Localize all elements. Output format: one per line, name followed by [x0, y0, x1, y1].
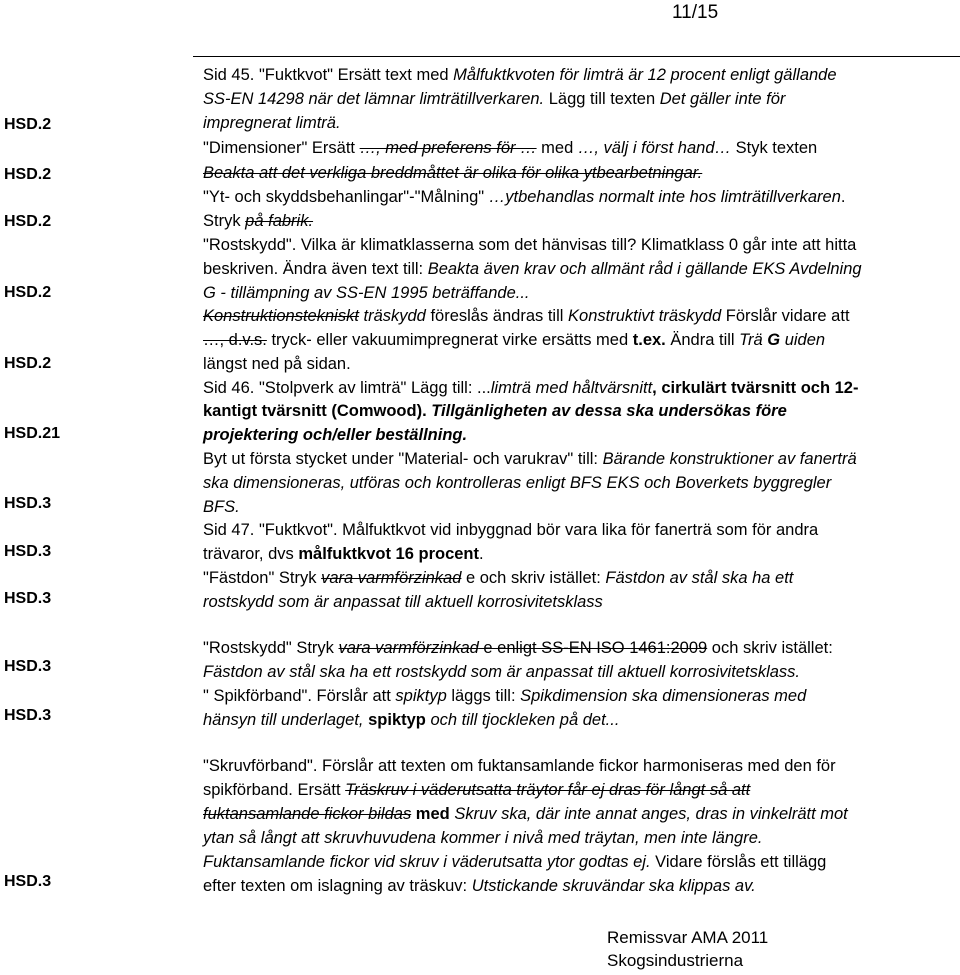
struck-text: Konstruktionstekniskt [203, 307, 359, 325]
text-line [203, 164, 702, 183]
text-run: och till tjockleken på det... [425, 711, 620, 729]
text-line [203, 90, 785, 109]
text-line [203, 260, 862, 279]
text-run: BFS. [203, 498, 240, 516]
text-run: Spikdimension ska dimensioneras med [520, 687, 807, 705]
text-run: Förslår vidare att [721, 307, 850, 325]
text-run: SS-EN 14298 när det lämnar limträtillverkaren. [203, 90, 545, 108]
text-line [203, 379, 858, 398]
text-line [203, 66, 837, 85]
text-line [203, 331, 825, 350]
text-line [203, 663, 800, 682]
text-run: spikförband. Ersätt [203, 781, 346, 799]
text-run: "Dimensioner" Ersätt [203, 139, 360, 157]
reference-label: HSD.2 [4, 355, 52, 372]
footer-line-1: Remissvar AMA 2011 [607, 928, 769, 947]
text-line [203, 593, 603, 612]
text-run: Målfuktkvoten för limträ är 12 procent enligt gällande [453, 66, 837, 84]
text-run: rostskydd som är anpassat till aktuell korrosivitetsklass [203, 593, 603, 611]
text-run: Skruv ska, där inte annat anges, dras in vinkelrätt mot [454, 805, 848, 823]
text-run: Konstruktivt träskydd [568, 307, 722, 325]
text-run: hänsyn till underlaget, [203, 711, 369, 729]
text-run: …, välj i först hand… [577, 139, 732, 157]
text-run: . [479, 545, 484, 563]
struck-text: vara varmförzinkad [321, 569, 462, 587]
text-line [203, 805, 848, 824]
text-line [203, 639, 833, 658]
text-run: målfuktkvot 16 procent [298, 545, 480, 563]
text-run: kantigt tvärsnitt (Comwood). [203, 402, 432, 420]
text-run: Styk texten [731, 139, 818, 157]
text-run: limträ med håltvärsnitt [490, 379, 653, 397]
text-run: Vidare förslås ett tillägg [650, 853, 827, 871]
text-run: läggs till: [446, 687, 521, 705]
text-run: med [411, 805, 455, 823]
text-line [203, 402, 787, 421]
text-run: , cirkulärt tvärsnitt och 12- [652, 379, 859, 397]
text-line [203, 114, 341, 133]
text-run: Fästdon av stål ska ha ett [605, 569, 794, 587]
text-run: " Spikförband". Förslår att [203, 687, 396, 705]
struck-text: fuktansamlande fickor bildas [203, 805, 412, 823]
text-run: impregnerat limträ. [203, 114, 341, 132]
struck-text: på fabrik. [245, 212, 314, 230]
text-run: "Rostskydd". Vilka är klimatklasserna som det hänvisas till? Klimatklass 0 går inte att hitta [203, 236, 857, 254]
struck-text: e enligt SS-EN ISO 1461:2009 [478, 639, 708, 657]
text-run: G - tillämpning av SS-EN 1995 beträffande... [203, 284, 530, 302]
text-line [203, 236, 856, 255]
reference-label: HSD.3 [4, 707, 52, 724]
header-rule [193, 56, 960, 57]
text-line [203, 307, 850, 326]
text-line [203, 474, 831, 493]
text-run: t.ex. [632, 331, 666, 349]
text-run: Tillgänligheten av dessa ska undersökas före [431, 402, 787, 420]
text-run: Sid 45. "Fuktkvot" Ersätt text med [203, 66, 454, 84]
reference-label: HSD.3 [4, 873, 52, 890]
text-run: Beakta även krav och allmänt råd i gällande EKS Avdelning [427, 260, 862, 278]
text-run: ytan så långt att skruvhuvudena kommer i nivå med träytan, men inte längre. [203, 829, 763, 847]
text-run: och skriv istället: [707, 639, 833, 657]
text-run: Sid 46. "Stolpverk av limträ" Lägg till: ... [203, 379, 491, 397]
text-run: längst ned på sidan. [203, 355, 351, 373]
text-line [203, 687, 806, 706]
text-line [203, 284, 530, 303]
text-run: föreslås ändras till [425, 307, 569, 325]
struck-text: vara varmförzinkad [338, 639, 479, 657]
struck-text: Beakta att det verkliga breddmåttet är olika för olika ytbearbetningar. [203, 164, 703, 182]
text-line [203, 212, 313, 231]
text-line [203, 711, 619, 730]
text-run: . [840, 188, 846, 206]
text-run: Byt ut första stycket under "Material- och varukrav" till: [203, 450, 603, 468]
text-run: "Yt- och skyddsbehanlingar"-"Målning" [203, 188, 489, 206]
struck-text: Träskruv i väderutsatta träytor får ej dras för långt så att [345, 781, 751, 799]
text-run: Trä [739, 331, 763, 349]
text-line [203, 139, 817, 158]
text-line [203, 498, 240, 517]
text-run: träskydd [358, 307, 426, 325]
reference-label: HSD.2 [4, 116, 52, 133]
text-run: Fuktansamlande fickor vid skruv i väderutsatta ytor godtas ej. [203, 853, 651, 871]
reference-label: HSD.2 [4, 213, 52, 230]
footer-line-2: Skogsindustrierna [607, 951, 744, 970]
text-run: spiktyp [395, 687, 447, 705]
text-run: Bärande konstruktioner av fanerträ [602, 450, 857, 468]
text-line [203, 426, 467, 445]
text-line [203, 188, 846, 207]
reference-label: HSD.3 [4, 543, 52, 560]
struck-text: …, d.v.s. [203, 331, 267, 349]
reference-label: HSD.2 [4, 284, 52, 301]
text-line [203, 781, 750, 800]
text-run: projektering och/eller beställning. [203, 426, 468, 444]
text-run: Ändra till [665, 331, 740, 349]
struck-text: …, med preferens för … [359, 139, 537, 157]
text-line [203, 757, 836, 776]
text-run: Det gäller inte för [659, 90, 786, 108]
text-run: G [762, 331, 781, 349]
text-line [203, 877, 756, 896]
text-line [203, 545, 484, 564]
text-line [203, 853, 826, 872]
text-line [203, 569, 793, 588]
text-run: beskriven. Ändra även text till: [203, 260, 428, 278]
text-run: Utstickande skruvändar ska klippas av. [471, 877, 756, 895]
reference-label: HSD.21 [4, 425, 61, 442]
reference-label: HSD.3 [4, 658, 52, 675]
text-line [203, 521, 818, 540]
text-line [203, 450, 857, 469]
text-run: "Rostskydd" Stryk [203, 639, 339, 657]
text-run: "Fästdon" Stryk [203, 569, 322, 587]
text-run: uiden [780, 331, 826, 349]
text-line [203, 355, 351, 374]
text-run: ska dimensioneras, utföras och kontrolleras enligt BFS EKS och Boverkets byggregler [203, 474, 832, 492]
text-run: med [536, 139, 578, 157]
text-run: "Skruvförband". Förslår att texten om fuktansamlande fickor harmoniseras med den för [203, 757, 836, 775]
reference-label: HSD.3 [4, 495, 52, 512]
text-run: Sid 47. "Fuktkvot". Målfuktkvot vid inbyggnad bör vara lika för fanerträ som för andra [203, 521, 819, 539]
text-run: …ytbehandlas normalt inte hos limträtillverkaren [488, 188, 841, 206]
text-line [203, 829, 762, 848]
text-run: spiktyp [368, 711, 426, 729]
text-run: Stryk [203, 212, 246, 230]
reference-label: HSD.2 [4, 166, 52, 183]
text-run: trävaror, dvs [203, 545, 299, 563]
reference-label: HSD.3 [4, 590, 52, 607]
text-run: Lägg till texten [544, 90, 660, 108]
page-number: 11/15 [672, 2, 719, 23]
text-run: tryck- eller vakuumimpregnerat virke ersätts med [266, 331, 633, 349]
text-run: Fästdon av stål ska ha ett rostskydd som är anpassat till aktuell korrosivitetsklass. [203, 663, 800, 681]
text-run: e och skriv istället: [461, 569, 606, 587]
text-run: efter texten om islagning av träskuv: [203, 877, 472, 895]
